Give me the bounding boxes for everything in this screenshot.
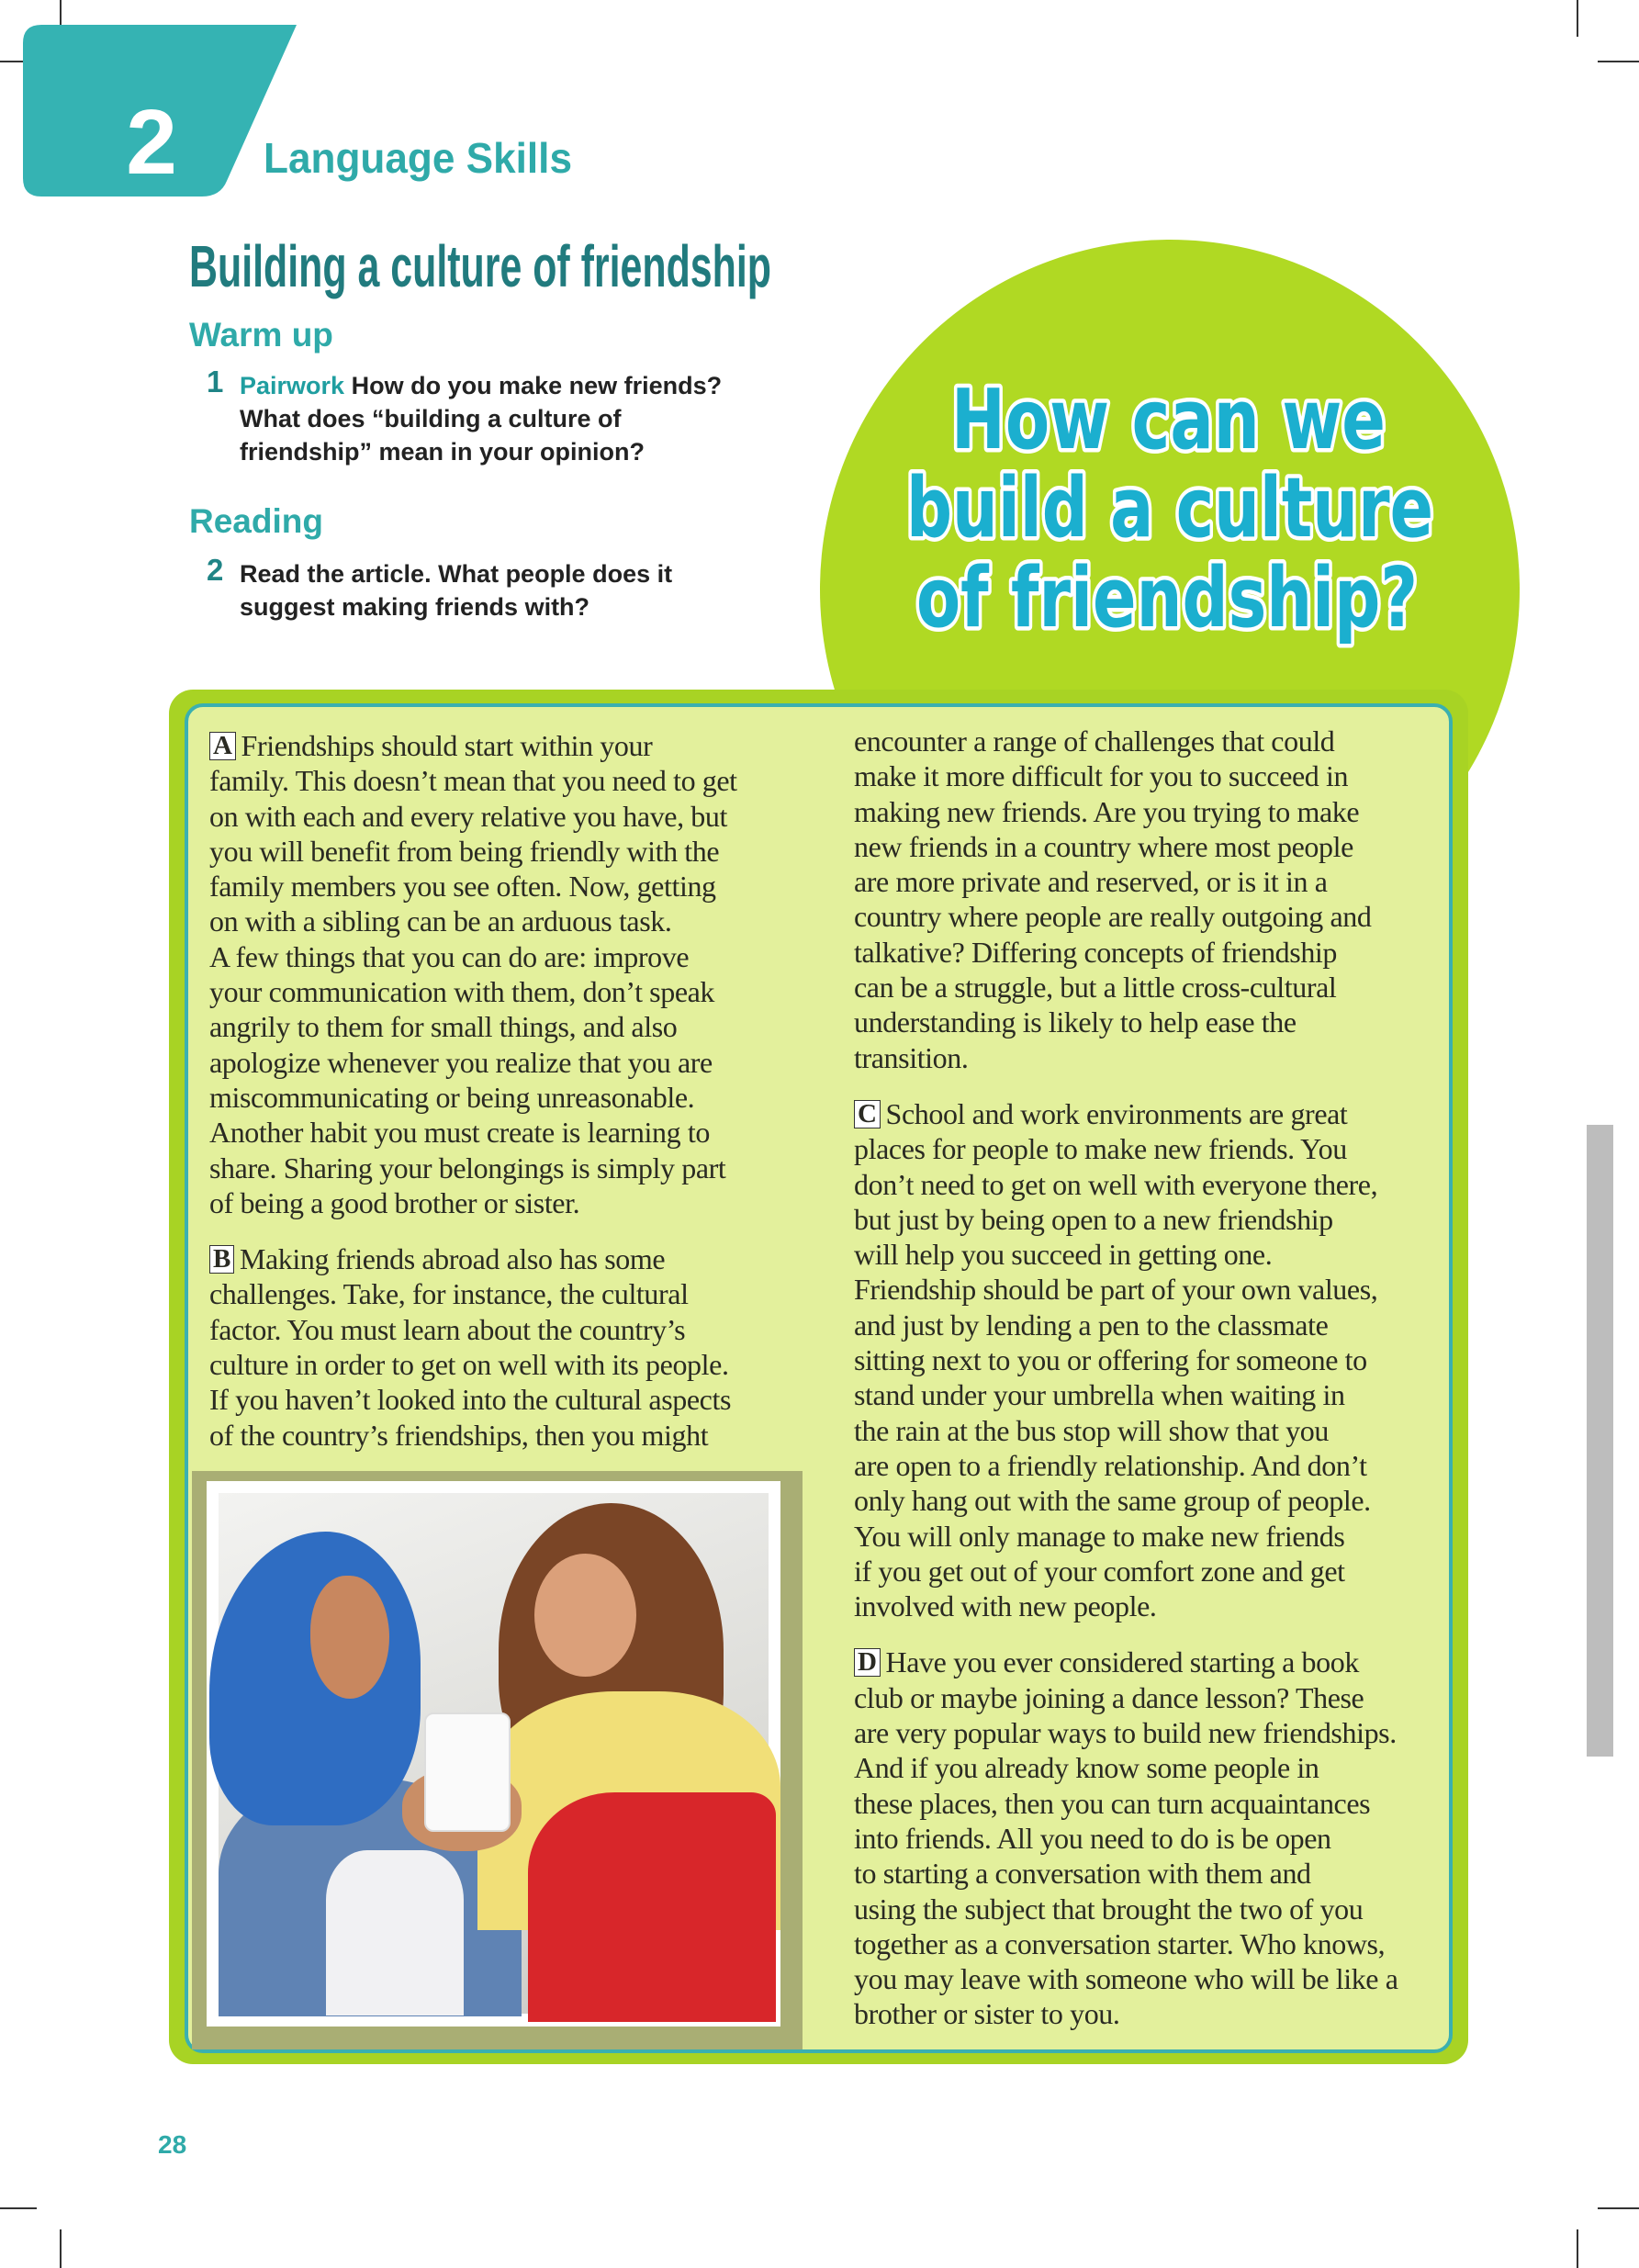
paragraph-line bbox=[854, 1096, 1398, 1131]
paragraph-line bbox=[209, 728, 737, 763]
line-text: don’t need to get on well with everyone there, bbox=[854, 1167, 1378, 1201]
line-text: on with each and every relative you have, but bbox=[209, 799, 728, 833]
paragraph-line bbox=[209, 763, 737, 798]
paragraph-line bbox=[854, 1308, 1398, 1342]
line-text: if you get out of your comfort zone and get bbox=[854, 1554, 1345, 1588]
paragraph-line bbox=[854, 1715, 1398, 1750]
line-text: and just by lending a pen to the classmate bbox=[854, 1308, 1329, 1342]
paragraph-line bbox=[209, 1382, 737, 1417]
line-text: you may leave with someone who will be like a bbox=[854, 1962, 1398, 1996]
photo-two-friends-with-phone bbox=[219, 1493, 769, 2014]
line-text: are more private and reserved, or is it in a bbox=[854, 865, 1328, 899]
page-title bbox=[187, 231, 793, 305]
line-text: country where people are really outgoing and bbox=[854, 900, 1372, 934]
line-text: the rain at the bus stop will show that you bbox=[854, 1413, 1329, 1447]
line-text: stand under your umbrella when waiting in bbox=[854, 1378, 1345, 1412]
line-text: School and work environments are great bbox=[885, 1096, 1348, 1130]
bubble-line: build a culture bbox=[906, 460, 1433, 556]
paragraph-line bbox=[854, 794, 1398, 829]
line-text: your communication with them, don’t speak bbox=[209, 975, 715, 1009]
paragraph-line bbox=[854, 1961, 1398, 1996]
line-text: family members you see often. Now, getting bbox=[209, 870, 716, 904]
line-text: transition. bbox=[854, 1040, 969, 1074]
hijab bbox=[209, 1532, 421, 1825]
reading-heading: Reading bbox=[189, 502, 323, 540]
paragraph-letter-label: B bbox=[209, 1245, 234, 1274]
paragraph-line bbox=[854, 1005, 1398, 1039]
line-text: are open to a friendly relationship. And don’t bbox=[854, 1448, 1367, 1482]
line-text: but just by being open to a new friendship bbox=[854, 1202, 1333, 1236]
item-number: 1 bbox=[207, 365, 224, 399]
line-text: culture in order to get on well with its people. bbox=[209, 1348, 729, 1382]
paragraph-line bbox=[209, 799, 737, 834]
line-text: Friendship should be part of your own values, bbox=[854, 1273, 1378, 1307]
line-text: using the subject that brought the two of you bbox=[854, 1892, 1364, 1926]
paragraph-line bbox=[854, 1892, 1398, 1926]
line-text: together as a conversation starter. Who knows, bbox=[854, 1926, 1386, 1960]
paragraph-line bbox=[854, 899, 1398, 934]
paragraph-line bbox=[209, 1080, 737, 1115]
paragraph-line bbox=[854, 1786, 1398, 1821]
article-column-left bbox=[209, 728, 737, 1474]
white-sleeve bbox=[326, 1850, 464, 2015]
line-text: you will benefit from being friendly with the bbox=[209, 834, 720, 868]
paragraph-line bbox=[854, 1589, 1398, 1623]
paragraph-line bbox=[209, 939, 737, 974]
line-text: encounter a range of challenges that could bbox=[854, 724, 1335, 758]
paragraph-line bbox=[209, 1185, 737, 1220]
paragraph-line bbox=[854, 1680, 1398, 1715]
line-text: these places, then you can turn acquaintances bbox=[854, 1786, 1371, 1820]
paragraph-line bbox=[854, 1167, 1398, 1202]
line-text: sitting next to you or offering for someone to bbox=[854, 1343, 1367, 1377]
bubble-line: of friendship? bbox=[916, 550, 1418, 646]
line-text: of the country’s friendships, then you might bbox=[209, 1418, 709, 1452]
paragraph-line bbox=[854, 1856, 1398, 1891]
paragraph-line bbox=[854, 1413, 1398, 1448]
question-line: suggest making friends with? bbox=[240, 593, 590, 621]
paragraph-line bbox=[854, 1926, 1398, 1961]
pairwork-label: Pairwork bbox=[240, 372, 345, 399]
page-number: 28 bbox=[158, 2130, 187, 2159]
paragraph-line bbox=[209, 904, 737, 938]
line-text: factor. You must learn about the country’s bbox=[209, 1312, 686, 1346]
paragraph-line bbox=[209, 834, 737, 869]
article-paragraph bbox=[854, 1096, 1398, 1623]
paragraph-line bbox=[209, 1115, 737, 1150]
line-text: involved with new people. bbox=[854, 1589, 1157, 1623]
paragraph-line bbox=[854, 1131, 1398, 1166]
article-paragraph bbox=[854, 724, 1398, 1075]
crop-mark bbox=[1598, 2207, 1639, 2209]
paragraph-line bbox=[854, 829, 1398, 864]
unit-tab bbox=[23, 25, 297, 196]
left-face bbox=[310, 1576, 389, 1699]
line-text: club or maybe joining a dance lesson? These bbox=[854, 1680, 1364, 1714]
line-text: can be a struggle, but a little cross-cultural bbox=[854, 971, 1337, 1005]
article-column-right bbox=[854, 724, 1398, 2053]
paragraph-line bbox=[854, 1448, 1398, 1483]
line-text: miscommunicating or being unreasonable. bbox=[209, 1080, 695, 1114]
paragraph-line bbox=[854, 1202, 1398, 1237]
line-text: Have you ever considered starting a book bbox=[885, 1645, 1359, 1679]
question-line: What does “building a culture of bbox=[240, 405, 622, 432]
page-edge-tab bbox=[1587, 1125, 1613, 1757]
svg-text:Language Skills: Language Skills bbox=[264, 134, 572, 182]
line-text: Friendships should start within your bbox=[241, 729, 653, 762]
paragraph-line bbox=[854, 970, 1398, 1005]
line-text: on with a sibling can be an arduous task. bbox=[209, 904, 672, 938]
line-text: of being a good brother or sister. bbox=[209, 1185, 580, 1219]
line-text: angrily to them for small things, and also bbox=[209, 1010, 678, 1044]
paragraph-line bbox=[209, 869, 737, 904]
paragraph-line bbox=[209, 1009, 737, 1044]
crop-mark bbox=[1598, 61, 1639, 62]
paragraph-line bbox=[854, 864, 1398, 899]
line-text: A few things that you can do are: improve bbox=[209, 939, 690, 973]
line-text: into friends. All you need to do is be open bbox=[854, 1821, 1331, 1855]
paragraph-line bbox=[854, 758, 1398, 793]
line-text: challenges. Take, for instance, the cultural bbox=[209, 1277, 689, 1311]
paragraph-line bbox=[854, 1519, 1398, 1554]
paragraph-line bbox=[854, 1040, 1398, 1075]
paragraph-line bbox=[854, 1750, 1398, 1785]
crop-mark bbox=[0, 2207, 37, 2209]
crop-mark bbox=[1577, 0, 1578, 37]
line-text: If you haven’t looked into the cultural aspects bbox=[209, 1383, 731, 1417]
line-text: brother or sister to you. bbox=[854, 1997, 1120, 2031]
paragraph-line bbox=[854, 1554, 1398, 1589]
question-line: Read the article. What people does it bbox=[240, 560, 673, 588]
paragraph-line bbox=[209, 1241, 737, 1276]
line-text: family. This doesn’t mean that you need to get bbox=[209, 764, 737, 798]
line-text: only hang out with the same group of people. bbox=[854, 1484, 1371, 1518]
line-text: making new friends. Are you trying to make bbox=[854, 794, 1360, 828]
crop-mark bbox=[1577, 2229, 1578, 2268]
paragraph-line bbox=[854, 1342, 1398, 1377]
paragraph-line bbox=[854, 724, 1398, 758]
paragraph-line bbox=[854, 1377, 1398, 1412]
line-text: new friends in a country where most people bbox=[854, 829, 1353, 863]
question-line: How do you make new friends? bbox=[351, 372, 723, 399]
unit-number: 2 bbox=[126, 91, 177, 194]
paragraph-line bbox=[854, 1272, 1398, 1307]
line-text: make it more difficult for you to succeed in bbox=[854, 759, 1349, 793]
line-text: Another habit you must create is learning to bbox=[209, 1116, 710, 1150]
article-paragraph bbox=[209, 728, 737, 1220]
paragraph-line bbox=[209, 1312, 737, 1347]
paragraph-line bbox=[209, 1347, 737, 1382]
paragraph-line bbox=[854, 1645, 1398, 1679]
warm-up-heading: Warm up bbox=[189, 316, 333, 354]
svg-text:Building a culture of friendsh: Building a culture of friendship bbox=[189, 233, 771, 299]
unit-label bbox=[262, 129, 592, 184]
article-paragraph bbox=[854, 1645, 1398, 2031]
paragraph-line bbox=[854, 1821, 1398, 1856]
line-text: apologize whenever you realize that you are bbox=[209, 1045, 713, 1079]
red-pants bbox=[528, 1792, 776, 2022]
paragraph-letter-label: C bbox=[854, 1100, 881, 1128]
line-text: Making friends abroad also has some bbox=[239, 1242, 666, 1276]
paragraph-line bbox=[209, 1418, 737, 1453]
paragraph-line bbox=[209, 1045, 737, 1080]
paragraph-line bbox=[209, 1151, 737, 1185]
bubble-line: How can we bbox=[951, 372, 1386, 468]
right-face bbox=[534, 1554, 636, 1677]
paragraph-line bbox=[209, 1276, 737, 1311]
phone bbox=[424, 1712, 511, 1832]
line-text: to starting a conversation with them and bbox=[854, 1857, 1311, 1891]
question-line: friendship” mean in your opinion? bbox=[240, 438, 645, 466]
paragraph-line bbox=[854, 1996, 1398, 2031]
line-text: And if you already know some people in bbox=[854, 1751, 1319, 1785]
line-text: share. Sharing your belongings is simply part bbox=[209, 1151, 726, 1185]
line-text: places for people to make new friends. You bbox=[854, 1132, 1347, 1166]
line-text: You will only manage to make new friends bbox=[854, 1519, 1345, 1553]
item-number: 2 bbox=[207, 553, 224, 587]
line-text: will help you succeed in getting one. bbox=[854, 1238, 1273, 1272]
paragraph-line bbox=[209, 974, 737, 1009]
line-text: talkative? Differing concepts of friendship bbox=[854, 935, 1338, 969]
article-paragraph bbox=[209, 1241, 737, 1453]
paragraph-letter-label: D bbox=[854, 1648, 881, 1677]
line-text: understanding is likely to help ease the bbox=[854, 1005, 1297, 1039]
paragraph-line bbox=[854, 1237, 1398, 1272]
line-text: are very popular ways to build new friendships. bbox=[854, 1716, 1397, 1750]
paragraph-line bbox=[854, 1483, 1398, 1518]
paragraph-line bbox=[854, 935, 1398, 970]
crop-mark bbox=[60, 2229, 62, 2268]
paragraph-letter-label: A bbox=[209, 732, 236, 760]
